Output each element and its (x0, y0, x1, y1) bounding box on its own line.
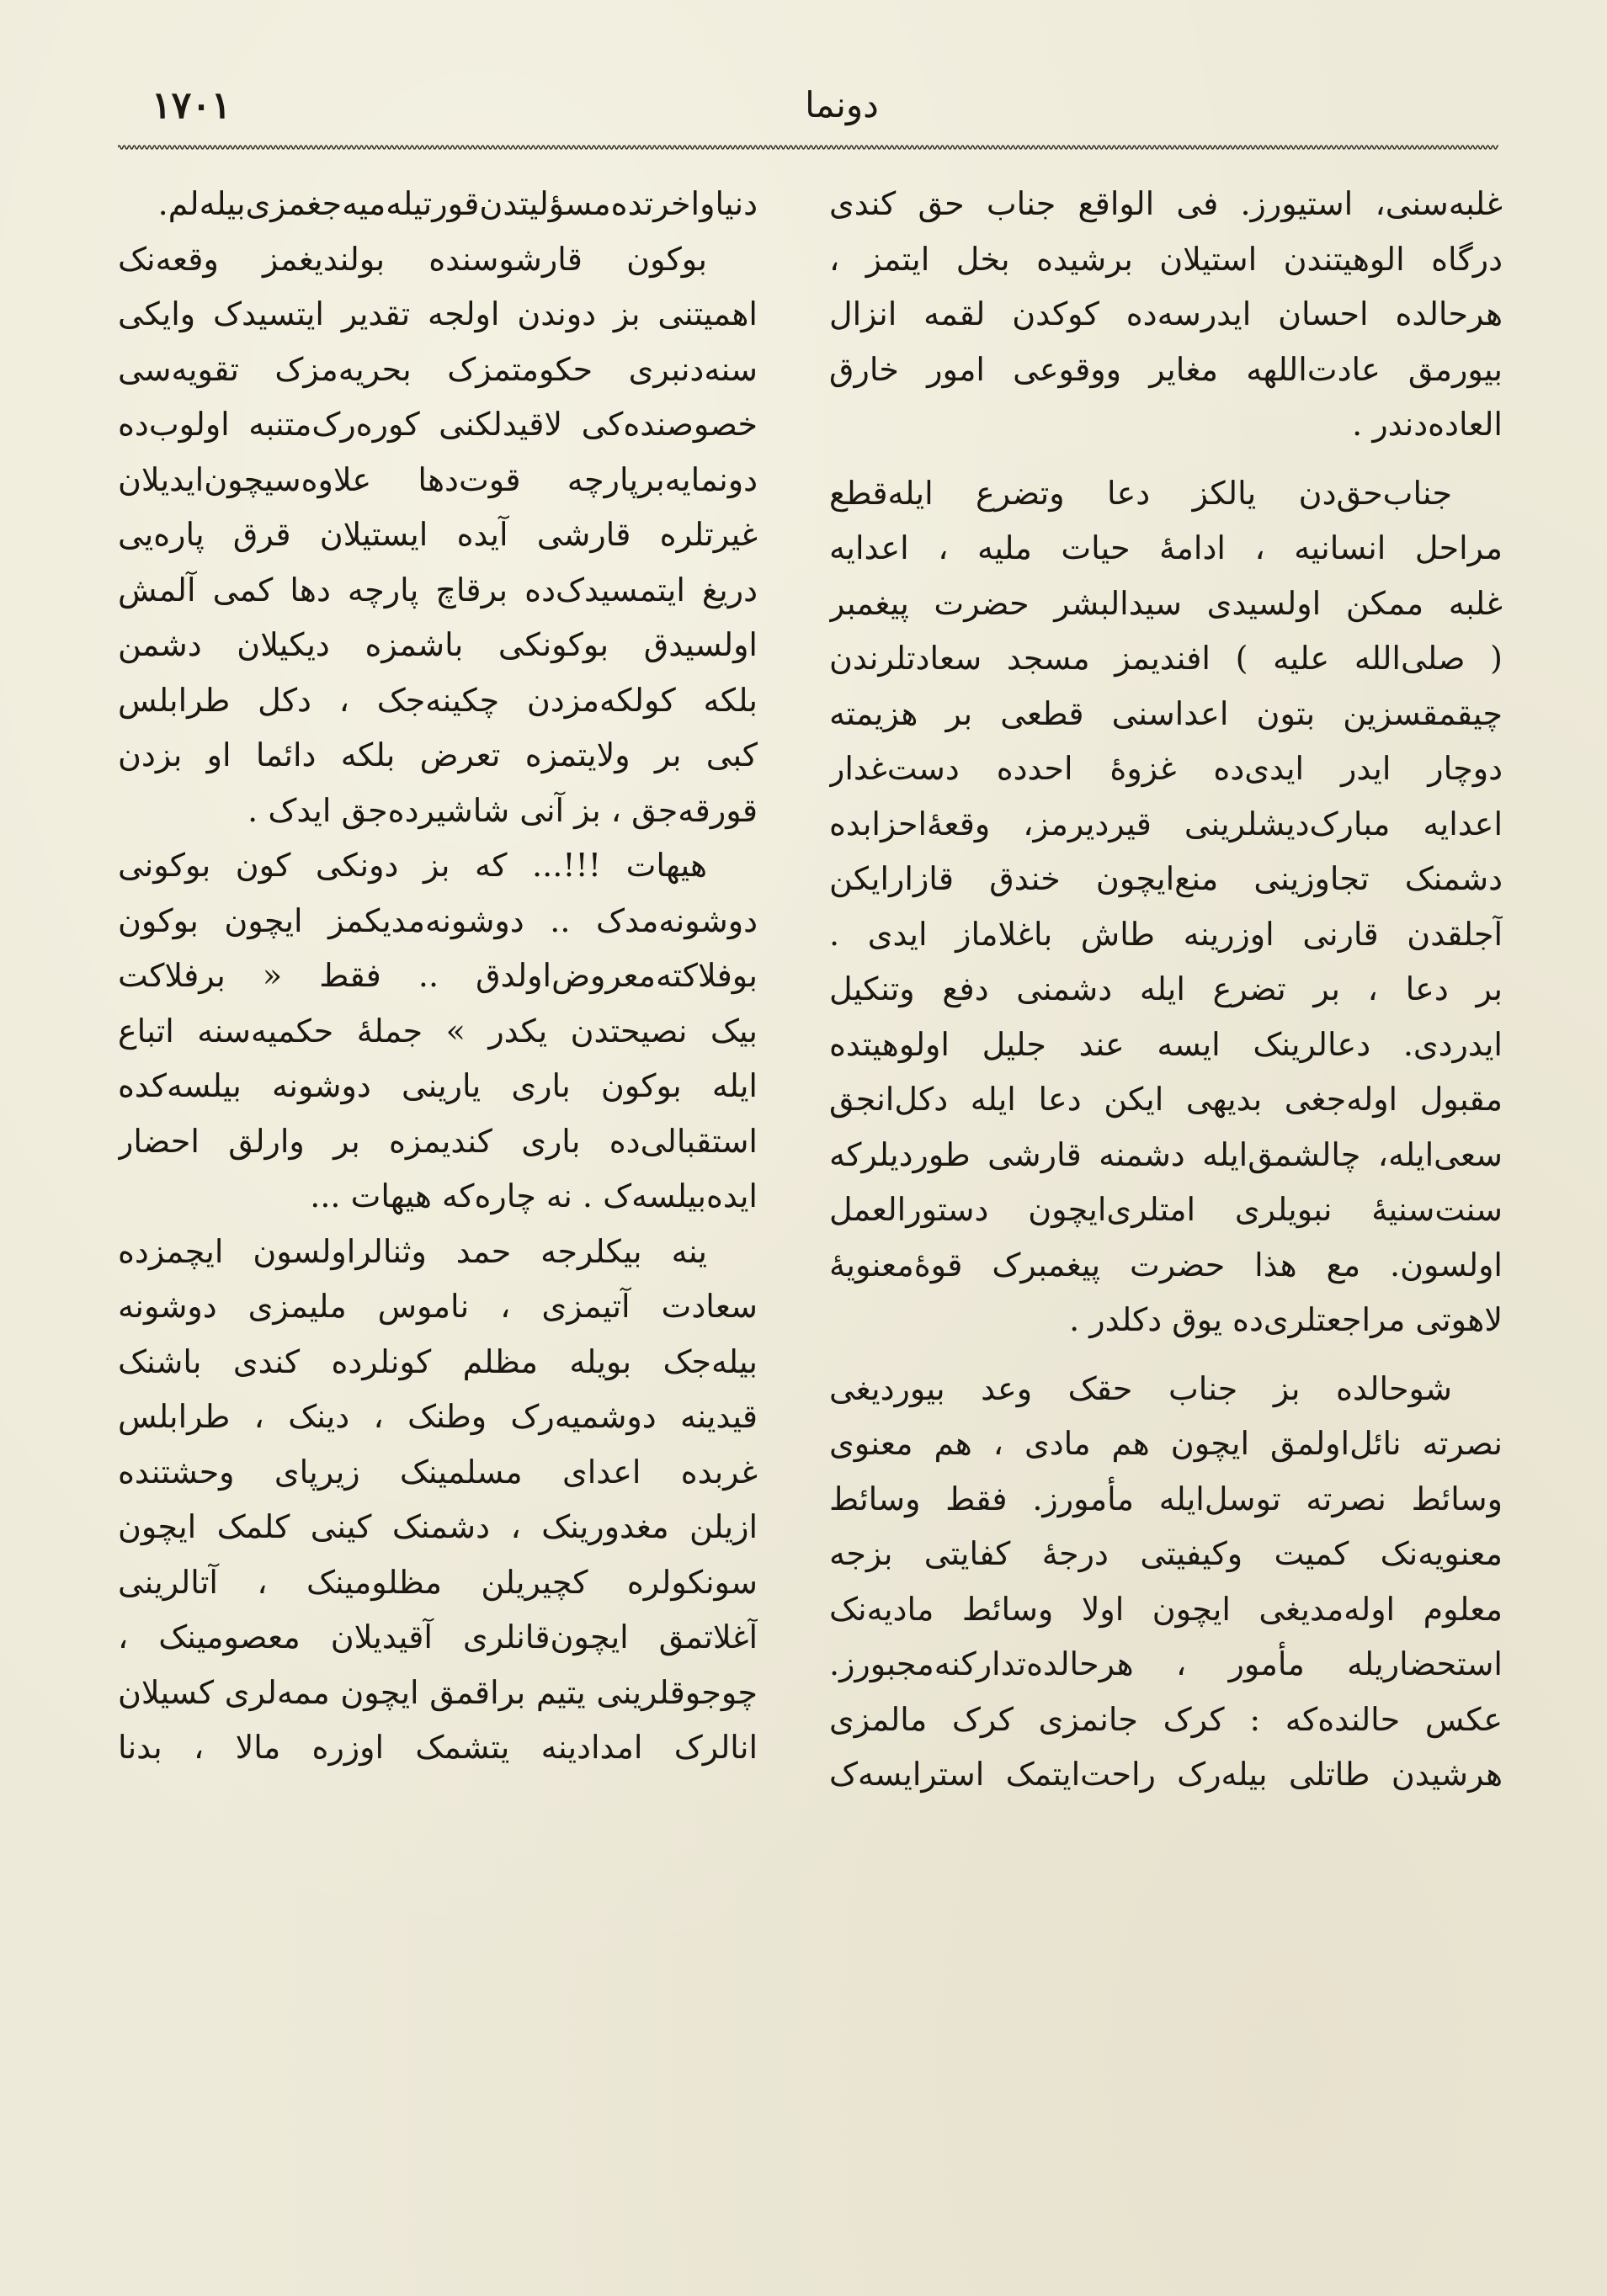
text-line: هرحالده احسان ایدرسه‌ده کوکدن لقمه انزال (829, 295, 1503, 332)
text-line: ازیلن مغدورینک ، دشمنک کینی کلمک ایچون (118, 1508, 758, 1545)
text-line: خصوصنده‌کی لاقیدلکنی کوره‌رک‌متنبه اولوب‌ده (118, 406, 758, 443)
text-line: قورقه‌جق ، بز آنی شاشیرده‌جق ایدک . (247, 791, 758, 829)
text-line: ( صلی‌الله علیه ) افندیمز مسجد سعادتلرندن (829, 640, 1503, 677)
text-line: دشمنک تجاوزینی منع‌ایچون خندق قازارایکن (829, 860, 1503, 897)
paragraph-start-line: هیهات !!!... که بز دونکی کون بوکونی (118, 847, 707, 884)
text-line: بلکه کولکه‌مزدن چکینه‌جک ، دکل طرابلس (118, 681, 758, 719)
left-column (118, 177, 758, 1776)
text-line: اولسون. مع هذا حضرت پیغمبرک قوهٔ‌معنویهٔ (829, 1246, 1503, 1284)
text-line: سنت‌سنیهٔ نبویلری امتلری‌ایچون دستورالعمل (829, 1191, 1503, 1228)
text-line: نصرته نائل‌اولمق ایچون هم مادی ، هم معنوی (829, 1425, 1503, 1462)
text-line: غیرتلره قارشی آیده ایستیلان قرق پاره‌یی (118, 516, 758, 553)
text-line: سنه‌دنبری حکومتمزک بحریه‌مزک تقویه‌سی (118, 350, 758, 388)
paragraph-start-line: شوحالده بز جناب حقک وعد بیوردیغی (829, 1369, 1452, 1407)
text-line: اهمیتنی بز دوندن اولجه تقدیر ایتسیدک وایکی (118, 295, 758, 332)
page-number: ١٧٠١ (152, 84, 231, 127)
paragraph-start-line: بوکون قارشوسنده بولندیغمز وقعه‌نک (118, 240, 707, 278)
text-line: سونکولره کچیریلن مظلومینک ، آتالرینی (118, 1563, 758, 1601)
text-line: آغلاتمق ایچون‌قانلری آقیدیلان معصومینک ، (118, 1618, 758, 1656)
text-line: غلبه‌سنی، استیورز. فی الواقع جناب حق کندی (829, 185, 1503, 222)
text-line: دوچار ایدر ایدی‌ده غزوهٔ احدده دست‌غدار (829, 750, 1503, 787)
text-line: ایده‌بیلسه‌ک . نه چاره‌که هیهات ... (310, 1177, 758, 1214)
text-line: لاهوتی مراجعتلری‌ده یوق دکلدر . (1069, 1301, 1503, 1338)
text-line: سعادت آتیمزی ، ناموس ملیمزی دوشونه (118, 1288, 758, 1325)
text-line: چیقمقسزین بتون اعداسنی قطعی بر هزیمته (829, 694, 1503, 732)
text-line: مراحل انسانیه ، ادامهٔ حیات ملیه ، اعدایه (829, 529, 1503, 566)
text-line: سعی‌ایله، چالشمق‌ایله دشمنه قارشی طوردیلرکه (829, 1135, 1503, 1173)
text-line: بوفلاکته‌معروض‌اولدق .. فقط « برفلاکت (118, 957, 758, 994)
text-line: اولسیدق بوکونکی باشمزه دیکیلان دشمن (118, 626, 758, 663)
text-line: استقبالی‌ده باری کندیمزه بر وارلق احضار (118, 1122, 758, 1160)
text-line: وسائط نصرته توسل‌ایله مأمورز. فقط وسائط (829, 1480, 1503, 1517)
text-line: کبی بر ولایتمزه تعرض بلکه دائما او بزدن (118, 736, 758, 773)
page-header (118, 84, 1498, 151)
paragraph-start-line: ینه بیکلرجه حمد وثنالراولسون ایچمزده (118, 1232, 707, 1270)
text-line: چوجوقلرینی یتیم براقمق ایچون ممه‌لری کسیلان (118, 1673, 758, 1711)
text-line: بیورمق عادت‌اللهه مغایر ووقوعی امور خارق‌ (829, 350, 1503, 388)
text-line: دنیاواخرتده‌مسؤلیتدن‌قورتیله‌میه‌جغمزی‌بیله‌لم. (157, 185, 758, 222)
text-line: غلبه ممکن اولسیدی سیدالبشر حضرت پیغمبر (829, 584, 1503, 622)
text-line: هرشیدن طاتلی بیله‌رک راحت‌ایتمک استرایسه‌ک (829, 1756, 1503, 1793)
running-title: دونما (805, 84, 879, 125)
text-line: بر دعا ، بر تضرع ایله دشمنی دفع وتنکیل (829, 970, 1503, 1007)
text-line: درگاه الوهیتندن استیلان برشیده بخل ایتمز ، (829, 240, 1503, 278)
text-line: بیک نصیحتدن یکدر » جملهٔ حکمیه‌سنه اتباع (118, 1012, 758, 1050)
text-line: معلوم اوله‌مدیغی ایچون اولا وسائط مادیه‌نک (829, 1590, 1503, 1628)
text-line: مقبول اوله‌جغی بدیهی ایکن دعا ایله دکل‌انجق (829, 1081, 1503, 1118)
wavy-header-rule (118, 143, 1498, 151)
text-line: ایدردی. دعالرینک ایسه عند جلیل اولوهیتده (829, 1025, 1503, 1063)
text-line: بیله‌جک بویله مظلم کونلرده کندی باشنک (118, 1342, 758, 1380)
text-line: العاده‌دندر . (1352, 406, 1503, 443)
right-column (829, 177, 1503, 1803)
text-line: اعدایه مبارک‌دیشلرینی قیردیرمز، وقعهٔ‌احزابده (829, 805, 1503, 842)
text-line: دریغ ایتمسیدک‌ده برقاچ پارچه دها کمی آلمش (118, 571, 758, 609)
text-line: عکس حالنده‌که : کرک جانمزی کرک مالمزی (829, 1700, 1503, 1738)
text-line: آجلقدن قارنی اوزرینه طاش باغلاماز ایدی . (829, 915, 1503, 953)
text-line: دونمایه‌برپارچه قوت‌دها علاوه‌سیچون‌ایدیلان (118, 460, 758, 498)
text-line: معنویه‌نک کمیت وکیفیتی درجهٔ کفایتی بزجه (829, 1535, 1503, 1572)
text-line: غربده اعدای مسلمینک زیرپای وحشتنده (118, 1453, 758, 1491)
text-line: قیدینه دوشمیه‌رک وطنک ، دینک ، طرابلس (118, 1398, 758, 1435)
text-line: انالرک امدادینه یتشمک اوزره مالا ، بدنا (118, 1729, 758, 1766)
text-line: دوشونه‌مدک .. دوشونه‌مدیکمز ایچون بوکون (118, 901, 758, 939)
paragraph-start-line: جناب‌حق‌دن یالکز دعا وتضرع ایله‌قطع (829, 474, 1452, 512)
text-line: ایله بوکون باری یارینی دوشونه بیلسه‌کده (118, 1067, 758, 1104)
text-line: استحضاریله مأمور ، هرحالده‌تدارکنه‌مجبورز. (829, 1645, 1503, 1682)
